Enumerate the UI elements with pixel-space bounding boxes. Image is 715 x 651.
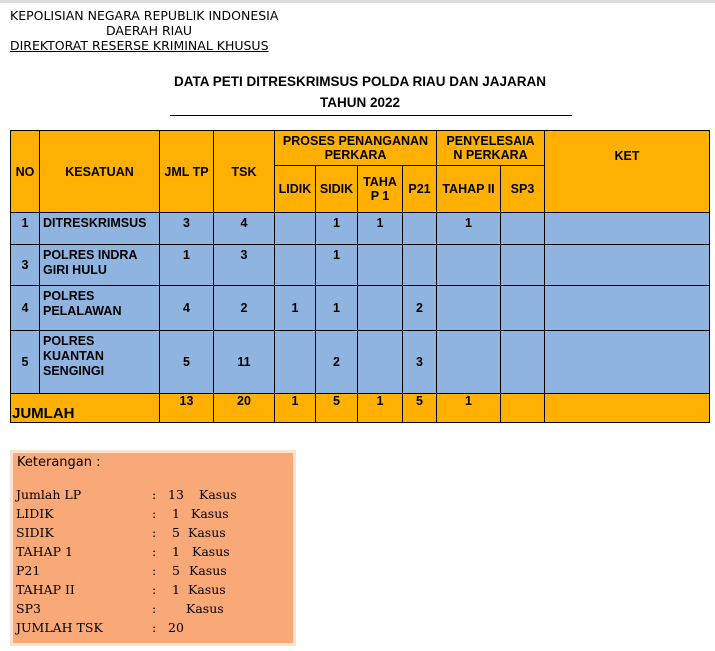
keterangan-value: 20 [168,620,184,635]
col-header-penyelesaian-line-2: N PERKARA [453,148,528,162]
cell-tahap-1 [358,331,403,394]
cell-sp3 [501,286,545,331]
total-tahap-2: 1 [437,394,501,423]
col-header-tahap-1-line-2: P 1 [370,189,390,203]
total-ket [545,394,710,423]
col-header-proses [275,131,437,166]
cell-kesatuan [40,286,160,331]
keterangan-unit: Kasus [192,544,230,559]
kesatuan-line-1: POLRES INDRA [43,248,138,262]
keterangan-unit: Kasus [186,601,224,616]
keterangan-colon: : [152,601,157,616]
data-table [10,130,710,423]
cell-sidik: 1 [316,245,358,286]
cell-tsk: 11 [214,331,275,394]
letterhead-line-1: KEPOLISIAN NEGARA REPUBLIK INDONESIA [10,8,279,23]
cell-sidik: 1 [316,286,358,331]
letterhead-line-2: DAERAH RIAU [106,23,193,38]
kesatuan-line-1: DITRESKRIMSUS [43,216,147,230]
total-jml-tp: 13 [160,394,214,423]
col-header-kesatuan: KESATUAN [40,131,160,213]
cell-kesatuan [40,331,160,394]
cell-no: 5 [11,331,40,394]
cell-tsk: 3 [214,245,275,286]
keterangan-row [16,582,286,601]
keterangan-box [10,450,296,646]
letterhead-line-3: DIREKTORAT RESERSE KRIMINAL KHUSUS [10,38,269,53]
keterangan-label: SP3 [16,601,41,616]
document-title: DATA PETI DITRESKRIMSUS POLDA RIAU DAN JAJARAN [173,74,546,89]
keterangan-unit: Kasus [189,563,227,578]
table-row [11,286,710,331]
keterangan-value: 5 [172,563,180,578]
cell-sidik: 2 [316,331,358,394]
cell-lidik: 1 [275,286,316,331]
keterangan-label: Jumlah LP [16,487,82,502]
cell-tahap-2 [437,286,501,331]
total-label: JUMLAH [11,394,160,423]
header-row-1 [11,131,710,166]
col-header-tahap-2: TAHAP II [437,166,501,213]
col-header-penyelesaian-line-1: PENYELESAIA [446,134,535,148]
cell-jml-tp: 4 [160,286,214,331]
total-tahap-1: 1 [358,394,403,423]
keterangan-colon: : [152,620,157,635]
cell-tahap-2 [437,331,501,394]
keterangan-value: 1 [172,544,180,559]
cell-no: 1 [11,213,40,245]
col-header-sp3: SP3 [501,166,545,213]
keterangan-colon: : [152,525,157,540]
col-header-proses-line-2: PERKARA [324,148,387,162]
keterangan-label: JUMLAH TSK [16,620,103,635]
total-row [11,394,710,423]
cell-kesatuan [40,245,160,286]
keterangan-label: LIDIK [16,506,54,521]
total-sidik: 5 [316,394,358,423]
cell-tahap-1 [358,245,403,286]
document-year: TAHUN 2022 [319,95,401,110]
total-sp3 [501,394,545,423]
kesatuan-line-3: SENGINGI [43,364,105,378]
cell-tahap-1: 1 [358,213,403,245]
keterangan-row [16,525,286,544]
kesatuan-line-2: PELALAWAN [43,304,122,318]
table-row [11,213,710,245]
keterangan-colon: : [152,563,157,578]
keterangan-row [16,563,286,582]
cell-ket [545,286,710,331]
keterangan-value: 1 [172,506,180,521]
keterangan-row [16,620,286,639]
cell-kesatuan [40,213,160,245]
letterhead [10,8,278,53]
total-lidik: 1 [275,394,316,423]
kesatuan-line-2: GIRI HULU [43,263,107,277]
col-header-tsk: TSK [214,131,275,213]
table-row [11,331,710,394]
table-row [11,245,710,286]
keterangan-title: Keterangan : [17,455,101,470]
col-header-tahap-1-line-1: TAHA [363,175,397,189]
cell-p21 [403,245,437,286]
total-p21: 5 [403,394,437,423]
cell-lidik [275,213,316,245]
cell-sidik: 1 [316,213,358,245]
col-header-sidik: SIDIK [316,166,358,213]
keterangan-row [16,544,286,563]
cell-tsk: 2 [214,286,275,331]
cell-ket [545,245,710,286]
cell-jml-tp: 5 [160,331,214,394]
top-border [0,0,715,3]
cell-lidik [275,245,316,286]
col-header-penyelesaian [437,131,545,166]
keterangan-row [16,601,286,620]
keterangan-label: P21 [16,563,41,578]
keterangan-value: 1 [172,582,180,597]
keterangan-colon: : [152,487,157,502]
col-header-tahap-1 [358,166,403,213]
keterangan-colon: : [152,506,157,521]
cell-jml-tp: 1 [160,245,214,286]
kesatuan-line-1: POLRES [43,289,95,303]
kesatuan-line-2: KUANTAN [43,349,104,363]
cell-tahap-2 [437,245,501,286]
keterangan-colon: : [152,544,157,559]
col-header-jml-tp: JML TP [160,131,214,213]
keterangan-unit: Kasus [188,525,226,540]
total-tsk: 20 [214,394,275,423]
cell-ket [545,213,710,245]
cell-sp3 [501,331,545,394]
keterangan-unit: Kasus [188,582,226,597]
keterangan-label: SIDIK [16,525,54,540]
cell-sp3 [501,213,545,245]
cell-sp3 [501,245,545,286]
keterangan-row [16,487,286,506]
keterangan-value: 5 [172,525,180,540]
cell-tahap-1 [358,286,403,331]
cell-lidik [275,331,316,394]
cell-tsk: 4 [214,213,275,245]
kesatuan-line-1: POLRES [43,334,95,348]
keterangan-colon: : [152,582,157,597]
col-header-proses-line-1: PROSES PENANGANAN [282,134,429,148]
cell-p21: 3 [403,331,437,394]
title-underline [170,115,572,116]
cell-p21: 2 [403,286,437,331]
keterangan-row [16,506,286,525]
keterangan-label: TAHAP II [16,582,75,597]
col-header-p21: P21 [403,166,437,213]
keterangan-value: 13 [168,487,184,502]
keterangan-unit: Kasus [199,487,237,502]
col-header-ket: KET [545,131,710,213]
col-header-lidik: LIDIK [275,166,316,213]
cell-tahap-2: 1 [437,213,501,245]
cell-no: 3 [11,245,40,286]
cell-p21 [403,213,437,245]
cell-jml-tp: 3 [160,213,214,245]
keterangan-unit: Kasus [191,506,229,521]
keterangan-label: TAHAP 1 [16,544,73,559]
col-header-no: NO [11,131,40,213]
cell-no: 4 [11,286,40,331]
cell-ket [545,331,710,394]
